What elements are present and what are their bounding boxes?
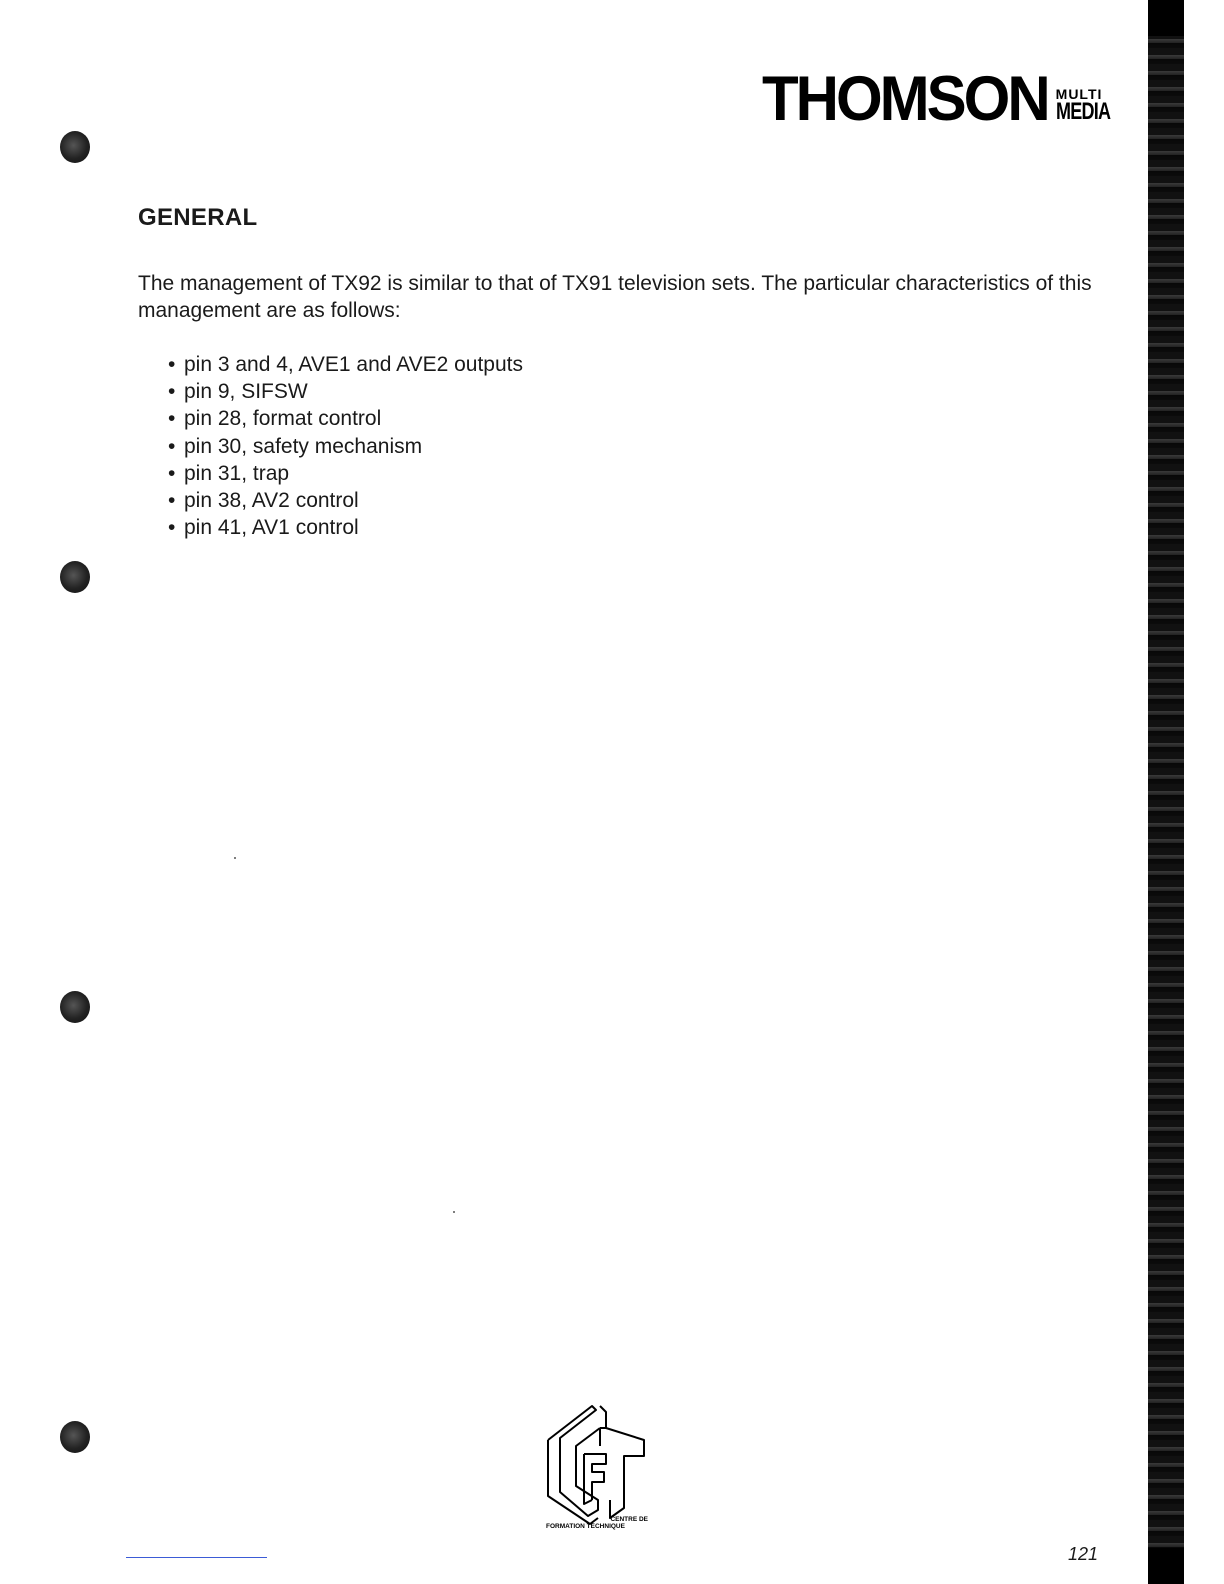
list-item bbox=[168, 460, 523, 487]
cft-emblem-caption bbox=[542, 1516, 662, 1530]
section-heading: GENERAL bbox=[138, 204, 258, 231]
emblem-caption-line2: FORMATION TECHNIQUE bbox=[546, 1523, 625, 1530]
bullet-icon: • bbox=[168, 434, 176, 458]
scan-speck bbox=[234, 857, 236, 859]
list-item-text: pin 3 and 4, AVE1 and AVE2 outputs bbox=[184, 353, 523, 376]
page-number: 121 bbox=[1068, 1544, 1099, 1564]
brand-subtitle-top: MULTI bbox=[1055, 86, 1103, 102]
bullet-icon: • bbox=[168, 461, 176, 485]
intro-paragraph: The management of TX92 is similar to that of TX91 television sets. The particular characteristics of this management are as follows: bbox=[138, 272, 1092, 322]
brand-name: THOMSON bbox=[762, 63, 1048, 134]
list-item bbox=[168, 351, 523, 378]
bullet-icon: • bbox=[168, 489, 176, 513]
scan-speck bbox=[453, 1211, 455, 1213]
list-item-text: pin 38, AV2 control bbox=[184, 489, 359, 513]
pin-list bbox=[168, 351, 523, 541]
binder-hole bbox=[60, 1421, 90, 1453]
emblem-caption-line1: CENTRE DE bbox=[610, 1516, 648, 1523]
list-item bbox=[168, 487, 523, 514]
list-item-text: pin 9, SIFSW bbox=[184, 380, 308, 404]
scan-edge-corner-bottom bbox=[1148, 1548, 1184, 1584]
bullet-icon: • bbox=[168, 516, 176, 540]
scan-edge-corner-top bbox=[1148, 0, 1184, 36]
footer-rule bbox=[126, 1557, 267, 1558]
bullet-icon: • bbox=[168, 407, 176, 431]
list-item-text: pin 31, trap bbox=[184, 461, 290, 485]
bullet-icon: • bbox=[168, 380, 176, 404]
binder-hole bbox=[60, 561, 90, 593]
list-item bbox=[168, 433, 523, 460]
binder-hole bbox=[60, 131, 90, 163]
brand-logo bbox=[762, 62, 1128, 134]
list-item bbox=[168, 514, 523, 541]
list-item bbox=[168, 378, 523, 405]
scan-edge-strip bbox=[1148, 0, 1184, 1584]
list-item bbox=[168, 405, 523, 432]
bullet-icon: • bbox=[168, 353, 176, 376]
list-item-text: pin 30, safety mechanism bbox=[184, 434, 423, 458]
list-item-text: pin 41, AV1 control bbox=[184, 516, 359, 540]
brand-subtitle bbox=[1056, 87, 1128, 124]
cft-emblem-icon bbox=[540, 1400, 660, 1535]
binder-hole bbox=[60, 991, 90, 1023]
list-item-text: pin 28, format control bbox=[184, 407, 382, 431]
brand-subtitle-bottom: MEDIA bbox=[1055, 98, 1110, 125]
